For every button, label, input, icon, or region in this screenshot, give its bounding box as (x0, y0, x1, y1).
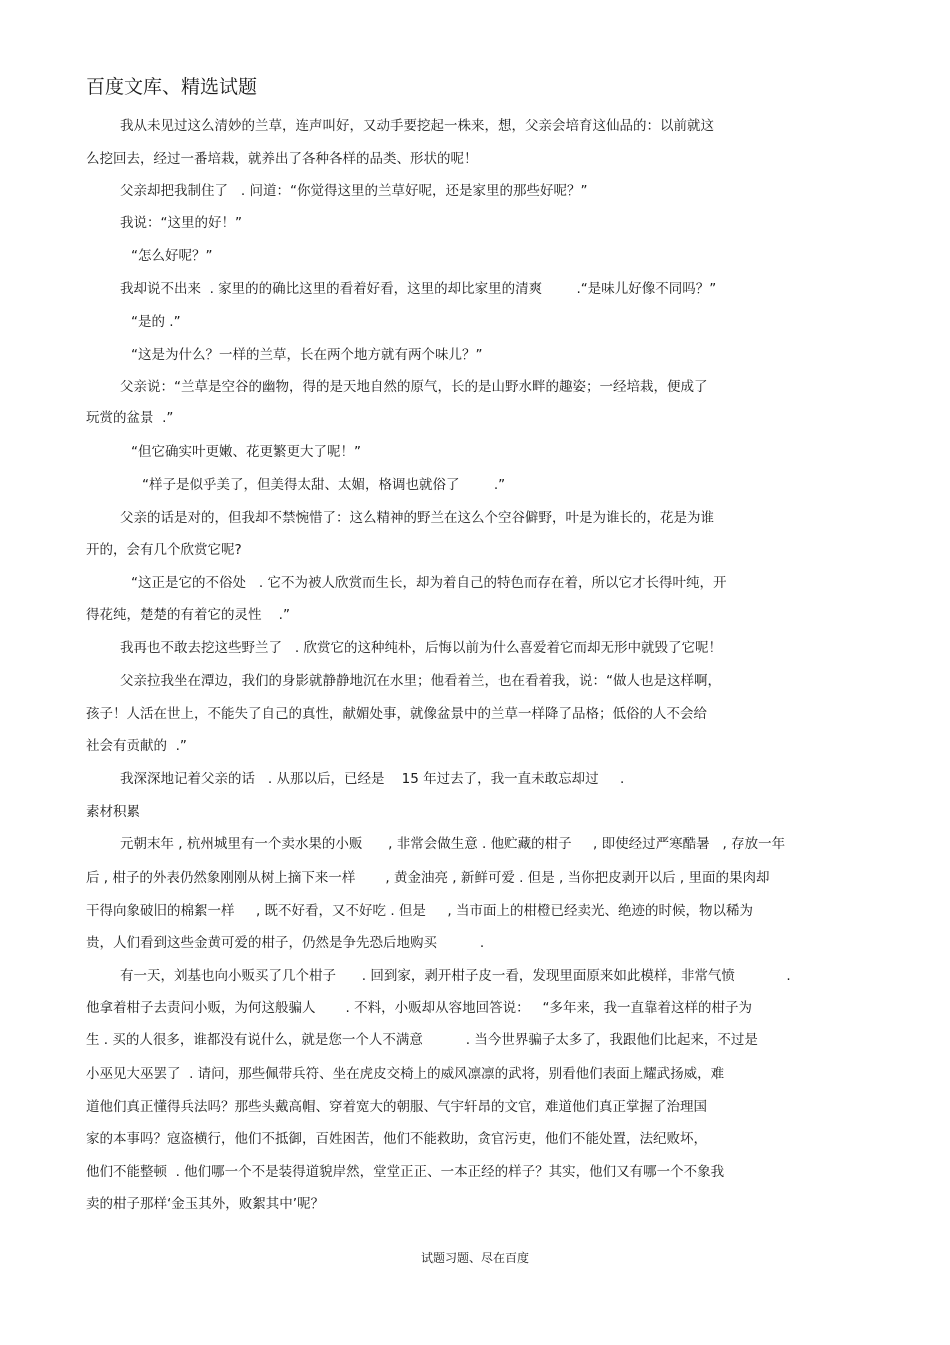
material-line: 他们不能整顿 . 他们哪一个不是装得道貌岸然，堂堂正正、一本正经的样子？其实，他们又有哪一个不象我 (86, 1164, 725, 1180)
story-line: 开的，会有几个欣赏它呢? (86, 542, 242, 558)
story-line: “是的 .” (131, 314, 181, 330)
page-footer: 试题习题、尽在百度 (420, 1251, 529, 1265)
story-line: 孩子！人活在世上，不能失了自己的真性，献媚处事，就像盆景中的兰草一样降了品格；低俗的人不会给 (86, 706, 707, 722)
material-line: 贵，人们看到这些金黄可爱的柑子，仍然是争先恐后地购买 . (86, 935, 485, 951)
material-line: 道他们真正懂得兵法吗？那些头戴高帽、穿着宽大的朝服、气宇轩昂的文官，难道他们真正掌握了治理国 (86, 1099, 707, 1115)
story-line: 父亲说：“兰草是空谷的幽物，得的是天地自然的原气，长的是山野水畔的趣姿；一经培栽，便成了 (120, 379, 708, 395)
story-line: “怎么好呢？” (131, 248, 213, 264)
story-line: 父亲的话是对的，但我却不禁惋惜了：这么精神的野兰在这么个空谷僻野，叶是为谁长的，花是为谁 (120, 510, 714, 526)
material-line: 干得向象破旧的棉絮一样 , 既不好看，又不好吃 . 但是 , 当市面上的柑橙已经卖光、绝迹的时候，物以稀为 (86, 903, 753, 919)
story-line: 父亲拉我坐在潭边，我们的身影就静静地沉在水里；他看着兰，也在看着我，说：“做人也是这样啊， (120, 673, 721, 689)
story-line: 我却说不出来 . 家里的的确比这里的看着好看，这里的却比家里的清爽 .“是味儿好像不同吗？” (120, 281, 717, 297)
story-line: 社会有贡献的 .” (86, 738, 187, 754)
story-line: 么挖回去，经过一番培栽，就养出了各种各样的品类、形状的呢！ (86, 151, 478, 167)
material-line: 他拿着柑子去责问小贩，为何这般骗人 . 不料，小贩却从容地回答说： “多年来，我一直靠着这样的柑子为 (86, 1000, 752, 1016)
page-title: 百度文库、精选试题 (86, 76, 258, 98)
material-line: 生 . 买的人很多，谁都没有说什么，就是您一个人不满意 . 当今世界骗子太多了，我跟他们比起来，不过是 (86, 1032, 758, 1048)
story-line: 我再也不敢去挖这些野兰了 . 欣赏它的这种纯朴，后悔以前为什么喜爱着它而却无形中就毁了它呢！ (120, 640, 722, 656)
story-line: 得花纯，楚楚的有着它的灵性 .” (86, 607, 290, 623)
story-line: 我从未见过这么清妙的兰草，连声叫好，又动手要挖起一株来，想，父亲会培育这仙品的：以前就这 (120, 118, 714, 134)
material-line: 家的本事吗？寇盗横行，他们不抵御，百姓困苦，他们不能救助，贪官污吏，他们不能处置，法纪败坏， (86, 1131, 707, 1147)
story-line: 父亲却把我制住了 . 问道：“你觉得这里的兰草好呢，还是家里的那些好呢？” (120, 183, 588, 199)
story-line: 玩赏的盆景 .” (86, 410, 174, 426)
story-line: 我说：“这里的好！” (120, 215, 242, 231)
story-line: 我深深地记着父亲的话 . 从那以后，已经是 15 年过去了，我一直未敢忘却过 . (120, 771, 625, 787)
material-line: 后 , 柑子的外表仍然象刚刚从树上摘下来一样 , 黄金油亮 , 新鲜可爱 . 但是 , 当你把皮剥开以后 , 里面的果肉却 (86, 870, 770, 886)
section-heading: 素材积累 (86, 804, 140, 820)
material-line: 有一天，刘基也向小贩买了几个柑子 . 回到家，剥开柑子皮一看，发现里面原来如此模样，非常气愤 . (120, 968, 791, 984)
material-line: 小巫见大巫罢了 . 请问，那些佩带兵符、坐在虎皮交椅上的威风凛凛的武将，别看他们表面上耀武扬威，难 (86, 1066, 725, 1082)
material-line: 卖的柑子那样‘金玉其外，败絮其中’呢？ (86, 1196, 325, 1212)
story-line: “但它确实叶更嫩、花更繁更大了呢！” (131, 444, 361, 460)
story-line: “样子是似乎美了，但美得太甜、太媚，格调也就俗了 .” (142, 477, 506, 493)
story-line: “这正是它的不俗处 . 它不为被人欣赏而生长，却为着自己的特色而存在着，所以它才长得叶纯，开 (131, 575, 727, 591)
material-line: 元朝末年 , 杭州城里有一个卖水果的小贩 , 非常会做生意 . 他贮藏的柑子 , 即使经过严寒酷暑 , 存放一年 (120, 836, 786, 852)
story-line: “这是为什么？一样的兰草，长在两个地方就有两个味儿？” (131, 347, 483, 363)
